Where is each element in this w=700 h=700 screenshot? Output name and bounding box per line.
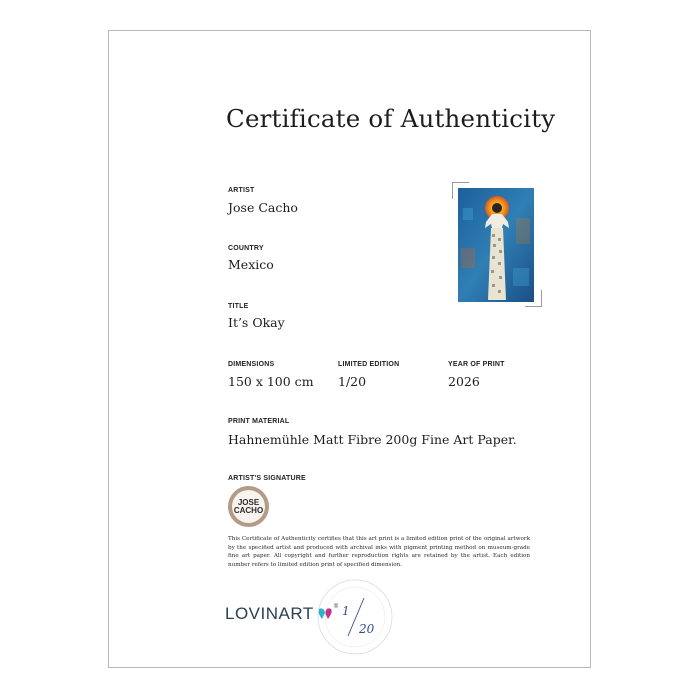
artist-signature-seal (228, 486, 269, 527)
signature-line-2: CACHO (233, 505, 264, 515)
artwork-thumbnail-frame (452, 182, 542, 307)
material-label: PRINT MATERIAL (228, 418, 290, 425)
dimensions-value: 150 x 100 cm (228, 374, 314, 389)
certificate-title: Certificate of Authenticity (226, 104, 556, 133)
signature-line-1: JOSE (237, 497, 260, 507)
artwork-title-value: It’s Okay (228, 315, 285, 330)
year-label: YEAR OF PRINT (448, 361, 505, 368)
artist-label: ARTIST (228, 187, 255, 194)
material-value: Hahnemühle Matt Fibre 200g Fine Art Paper. (228, 432, 517, 447)
year-value: 2026 (448, 374, 480, 389)
artwork-thumbnail (458, 188, 534, 302)
dimensions-label: DIMENSIONS (228, 361, 275, 368)
stamp-edition-total: 20 (359, 622, 375, 636)
signature-label: ARTIST'S SIGNATURE (228, 475, 306, 482)
certificate-statement: This Certificate of Authenticity certifies that this art print is a limited edition print of the original artwork by the specified artist and produced with archival inks with pigment printing method on museum-grade fine art paper. All copyright and further reproduction rights are retained by the artist. Each edition number refers to limited edition print of specified dimension. (228, 536, 530, 568)
country-value: Mexico (228, 257, 274, 272)
country-label: COUNTRY (228, 245, 264, 252)
edition-value: 1/20 (338, 374, 367, 389)
artist-value: Jose Cacho (228, 200, 298, 215)
edition-stamp (316, 578, 394, 656)
edition-label: LIMITED EDITION (338, 361, 400, 368)
brand-name: LOVINART (225, 604, 314, 623)
stamp-edition-number: 1 (342, 604, 350, 618)
artwork-title-label: TITLE (228, 303, 249, 310)
registered-mark: ® (333, 604, 339, 610)
